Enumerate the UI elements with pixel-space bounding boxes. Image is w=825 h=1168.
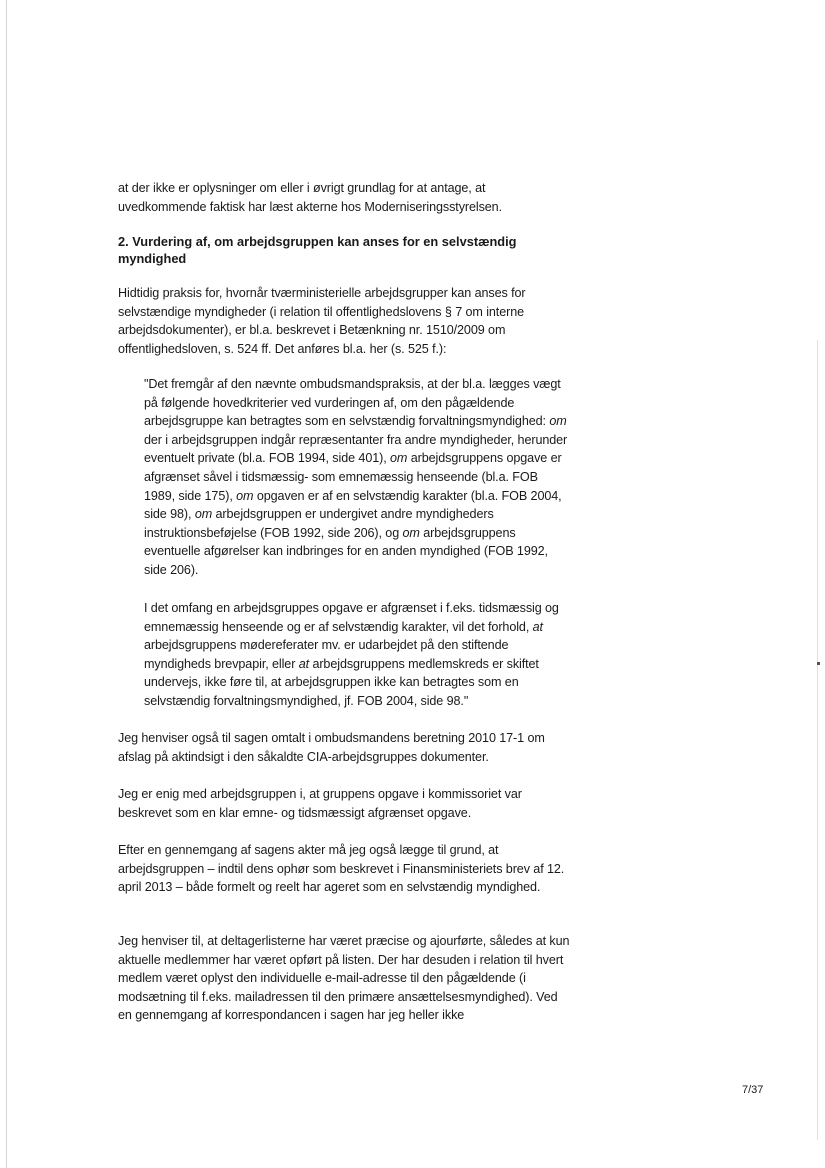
quote1-om-4: om bbox=[194, 507, 213, 522]
quote2-at-2: at bbox=[298, 656, 310, 671]
paragraph-enig: Jeg er enig med arbejdsgruppen i, at gruppens opgave i kommissoriet var beskrevet som en klar emne- og tidsmæssigt afgrænset opgave. bbox=[118, 787, 522, 820]
quote2-part-2: arbejdsgruppens mødereferater mv. er udarbejdet på den stiftende myndigheds brevpapir, eller bbox=[144, 638, 509, 671]
paragraph-deltagerlister: Jeg henviser til, at deltagerlisterne har været præcise og ajourførte, således at kun aktuelle medlemmer har været opført på listen. Der har desuden i relation til hvert medlem været oplyst den individuelle e-mail-adresse til den pågældende (i modsætning til f.eks. mailadressen til den primære ansættelsesmyndighed). Ved en gennemgang af korrespondancen i sagen har jeg heller ikke bbox=[118, 934, 570, 1023]
quote-paragraph-1 bbox=[144, 375, 572, 580]
paragraph-beretning: Jeg henviser også til sagen omtalt i ombudsmandens beretning 2010 17-1 om afslag på aktindsigt i den såkaldte CIA-arbejdsgruppes dokumenter. bbox=[118, 731, 545, 764]
quote1-criterion-2: arbejdsgruppens opgave er afgrænset såvel i tidsmæssig- som emnemæssig henseende (bl.a. FOB 1989, side 175), bbox=[144, 451, 562, 503]
section-heading: 2. Vurdering af, om arbejdsgruppen kan anses for en selvstændig myndighed bbox=[118, 234, 517, 266]
scan-mark bbox=[817, 662, 820, 665]
quote1-criterion-5: arbejdsgruppens eventuelle afgørelser kan indbringes for en anden myndighed (FOB 1992, side 206). bbox=[144, 525, 548, 577]
scan-edge-right bbox=[817, 340, 818, 1140]
quote2-intro: I det omfang en arbejdsgruppes opgave er afgrænset i f.eks. tidsmæssig og emnemæssig henseende og er af selvstændig karakter, vil det forhold, bbox=[144, 601, 559, 634]
quote1-om-1: om bbox=[549, 414, 567, 429]
quote1-criterion-3: opgaven er af en selvstændig karakter (bl.a. FOB 2004, side 98), bbox=[144, 488, 562, 522]
page-number: 7/37 bbox=[742, 1084, 764, 1096]
quote2-at-1: at bbox=[532, 619, 543, 634]
quote1-criterion-4: arbejdsgruppen er undergivet andre myndigheders instruktionsbeføjelse (FOB 1992, side 206), og bbox=[144, 507, 494, 540]
quote1-om-2: om bbox=[390, 451, 408, 466]
paragraph-praksis: Hidtidig praksis for, hvornår tværministerielle arbejdsgrupper kan anses for selvstændige myndigheder (i relation til offentlighedslovens § 7 om interne arbejdsdokumenter), er bl.a. beskrevet i Betænkning nr. 1510/2009 om offentlighedsloven, s. 524 ff. Det anføres bl.a. her (s. 525 f.): bbox=[118, 286, 526, 356]
quote1-om-3: om bbox=[236, 488, 254, 503]
quote-paragraph-2 bbox=[144, 599, 572, 711]
intro-paragraph: at der ikke er oplysninger om eller i øvrigt grundlag for at antage, at uvedkommende faktisk har læst akterne hos Moderniseringsstyrelsen. bbox=[118, 181, 502, 214]
scan-edge-left bbox=[6, 0, 7, 1168]
quote1-criterion-1: der i arbejdsgruppen indgår repræsentanter fra andre myndigheder, herunder eventuelt private (bl.a. FOB 1994, side 401), bbox=[144, 432, 568, 466]
paragraph-gennemgang: Efter en gennemgang af sagens akter må jeg også lægge til grund, at arbejdsgruppen – indtil dens ophør som beskrevet i Finansministeriets brev af 12. april 2013 – både formelt og reelt har ageret som en selvstændig myndighed. bbox=[118, 843, 565, 895]
quote1-intro: "Det fremgår af den nævnte ombudsmandspraksis, at der bl.a. lægges vægt på følgende hovedkriterier ved vurderingen af, om den pågældende arbejdsgruppe kan betragtes som en selvstændig forvaltningsmyndighed: bbox=[144, 377, 561, 429]
quote2-part-3: arbejdsgruppens medlemskreds er skiftet undervejs, ikke føre til, at arbejdsgruppen ikke kan betragtes som en selvstændig forvaltningsmyndighed, jf. FOB 2004, side 98." bbox=[144, 656, 539, 708]
quote1-om-5: om bbox=[402, 525, 420, 540]
